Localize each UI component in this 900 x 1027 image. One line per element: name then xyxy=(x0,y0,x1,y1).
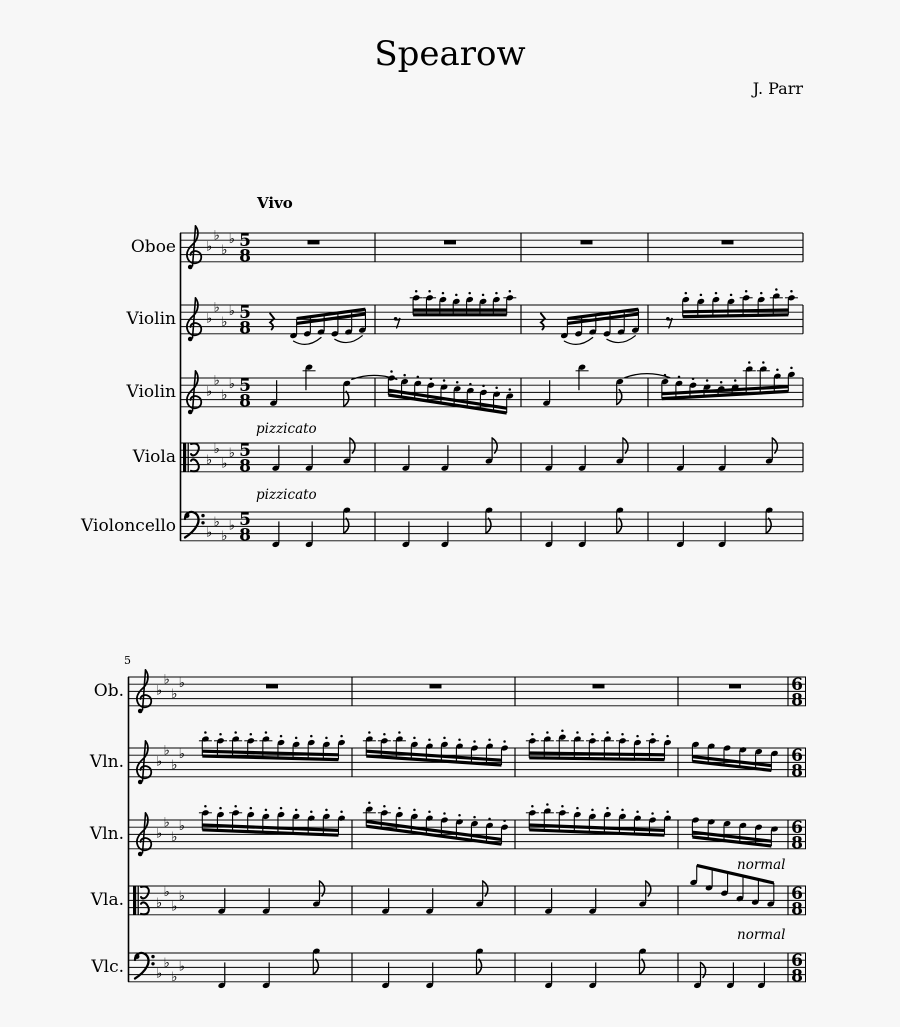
svg-text:♭: ♭ xyxy=(213,442,220,458)
svg-text:♭: ♭ xyxy=(163,743,170,759)
svg-text:5: 5 xyxy=(239,231,251,252)
svg-text:5: 5 xyxy=(239,376,251,397)
instrument-label-oboe: Oboe xyxy=(130,237,176,257)
staff-ob xyxy=(128,670,806,713)
instrument-label-vln-1: Vln. xyxy=(89,752,124,772)
svg-text:♭: ♭ xyxy=(171,687,178,702)
svg-text:♭: ♭ xyxy=(206,453,213,468)
svg-text:♭: ♭ xyxy=(171,899,178,915)
composer-name: J. Parr xyxy=(752,79,803,98)
svg-text:♭: ♭ xyxy=(206,384,213,400)
svg-text:♭: ♭ xyxy=(228,445,235,461)
svg-text:♭: ♭ xyxy=(171,830,178,845)
svg-text:♭: ♭ xyxy=(163,955,170,971)
staff-violoncello xyxy=(180,507,803,548)
svg-text:♭: ♭ xyxy=(213,373,220,389)
svg-text:♭: ♭ xyxy=(228,304,235,320)
svg-text:♭: ♭ xyxy=(163,672,170,688)
viola-pizzicato-text: pizzicato xyxy=(256,421,317,437)
staff-violin xyxy=(180,361,803,414)
svg-text:♭: ♭ xyxy=(221,388,228,403)
svg-text:♭: ♭ xyxy=(178,747,185,763)
piece-title: Spearow xyxy=(374,34,526,74)
staff-vla xyxy=(128,865,806,919)
svg-text:♭: ♭ xyxy=(171,970,178,986)
svg-text:8: 8 xyxy=(239,525,251,546)
svg-text:♭: ♭ xyxy=(163,815,170,831)
instrument-label-violin-2: Violin xyxy=(126,382,176,402)
measure-number: 5 xyxy=(124,654,131,667)
svg-text:♭: ♭ xyxy=(213,300,220,316)
svg-text:8: 8 xyxy=(239,318,251,339)
instrument-label-ob: Ob. xyxy=(93,681,124,701)
svg-text:♭: ♭ xyxy=(213,514,220,530)
svg-text:♭: ♭ xyxy=(156,754,163,770)
svg-text:5: 5 xyxy=(239,303,251,324)
staff-vln xyxy=(128,801,806,856)
instrument-label-violin-1: Violin xyxy=(126,309,176,329)
svg-text:♭: ♭ xyxy=(228,232,235,248)
svg-text:5: 5 xyxy=(239,441,251,462)
svg-text:♭: ♭ xyxy=(156,826,163,842)
instrument-label-viola: Viola xyxy=(132,447,176,467)
svg-text:♭: ♭ xyxy=(221,243,228,258)
svg-text:6: 6 xyxy=(791,675,803,696)
svg-text:8: 8 xyxy=(239,391,251,412)
svg-text:♭: ♭ xyxy=(206,525,213,541)
svg-text:♭: ♭ xyxy=(206,311,213,327)
svg-text:♭: ♭ xyxy=(178,676,185,692)
svg-text:8: 8 xyxy=(791,690,803,711)
svg-text:♭: ♭ xyxy=(171,758,178,773)
svg-text:♭: ♭ xyxy=(221,456,228,472)
svg-text:8: 8 xyxy=(791,966,803,987)
staff-violin xyxy=(180,288,803,344)
instrument-label-violoncello: Violoncello xyxy=(81,516,176,536)
svg-text:♭: ♭ xyxy=(178,959,185,975)
staff-oboe xyxy=(180,226,803,269)
svg-text:6: 6 xyxy=(791,746,803,767)
svg-text:8: 8 xyxy=(791,833,803,854)
svg-text:8: 8 xyxy=(791,899,803,920)
svg-text:♭: ♭ xyxy=(178,819,185,835)
svg-text:♭: ♭ xyxy=(156,683,163,699)
svg-text:♭: ♭ xyxy=(206,239,213,255)
svg-text:6: 6 xyxy=(791,884,803,905)
staff-vln xyxy=(128,729,806,784)
svg-text:♭: ♭ xyxy=(156,966,163,982)
svg-text:8: 8 xyxy=(791,761,803,782)
cello-pizzicato-text: pizzicato xyxy=(256,487,317,503)
svg-text:♭: ♭ xyxy=(156,896,163,911)
staff-viola xyxy=(180,438,803,476)
cello-normal-text: normal xyxy=(737,927,786,943)
svg-text:8: 8 xyxy=(239,456,251,477)
svg-text:♭: ♭ xyxy=(228,377,235,393)
svg-text:6: 6 xyxy=(791,951,803,972)
staff-vlc xyxy=(128,948,806,989)
instrument-label-vln-2: Vln. xyxy=(89,824,124,844)
svg-text:♭: ♭ xyxy=(221,315,228,330)
svg-text:8: 8 xyxy=(239,246,251,267)
svg-text:5: 5 xyxy=(239,510,251,531)
tempo-marking: Vivo xyxy=(257,194,293,212)
svg-text:6: 6 xyxy=(791,818,803,839)
svg-text:♭: ♭ xyxy=(213,228,220,244)
svg-text:♭: ♭ xyxy=(178,888,185,904)
svg-text:♭: ♭ xyxy=(221,529,228,545)
svg-text:♭: ♭ xyxy=(228,518,235,534)
instrument-label-vla: Vla. xyxy=(90,890,124,910)
instrument-label-vlc: Vlc. xyxy=(91,957,124,977)
svg-text:♭: ♭ xyxy=(163,885,170,901)
viola-normal-text: normal xyxy=(737,857,786,873)
